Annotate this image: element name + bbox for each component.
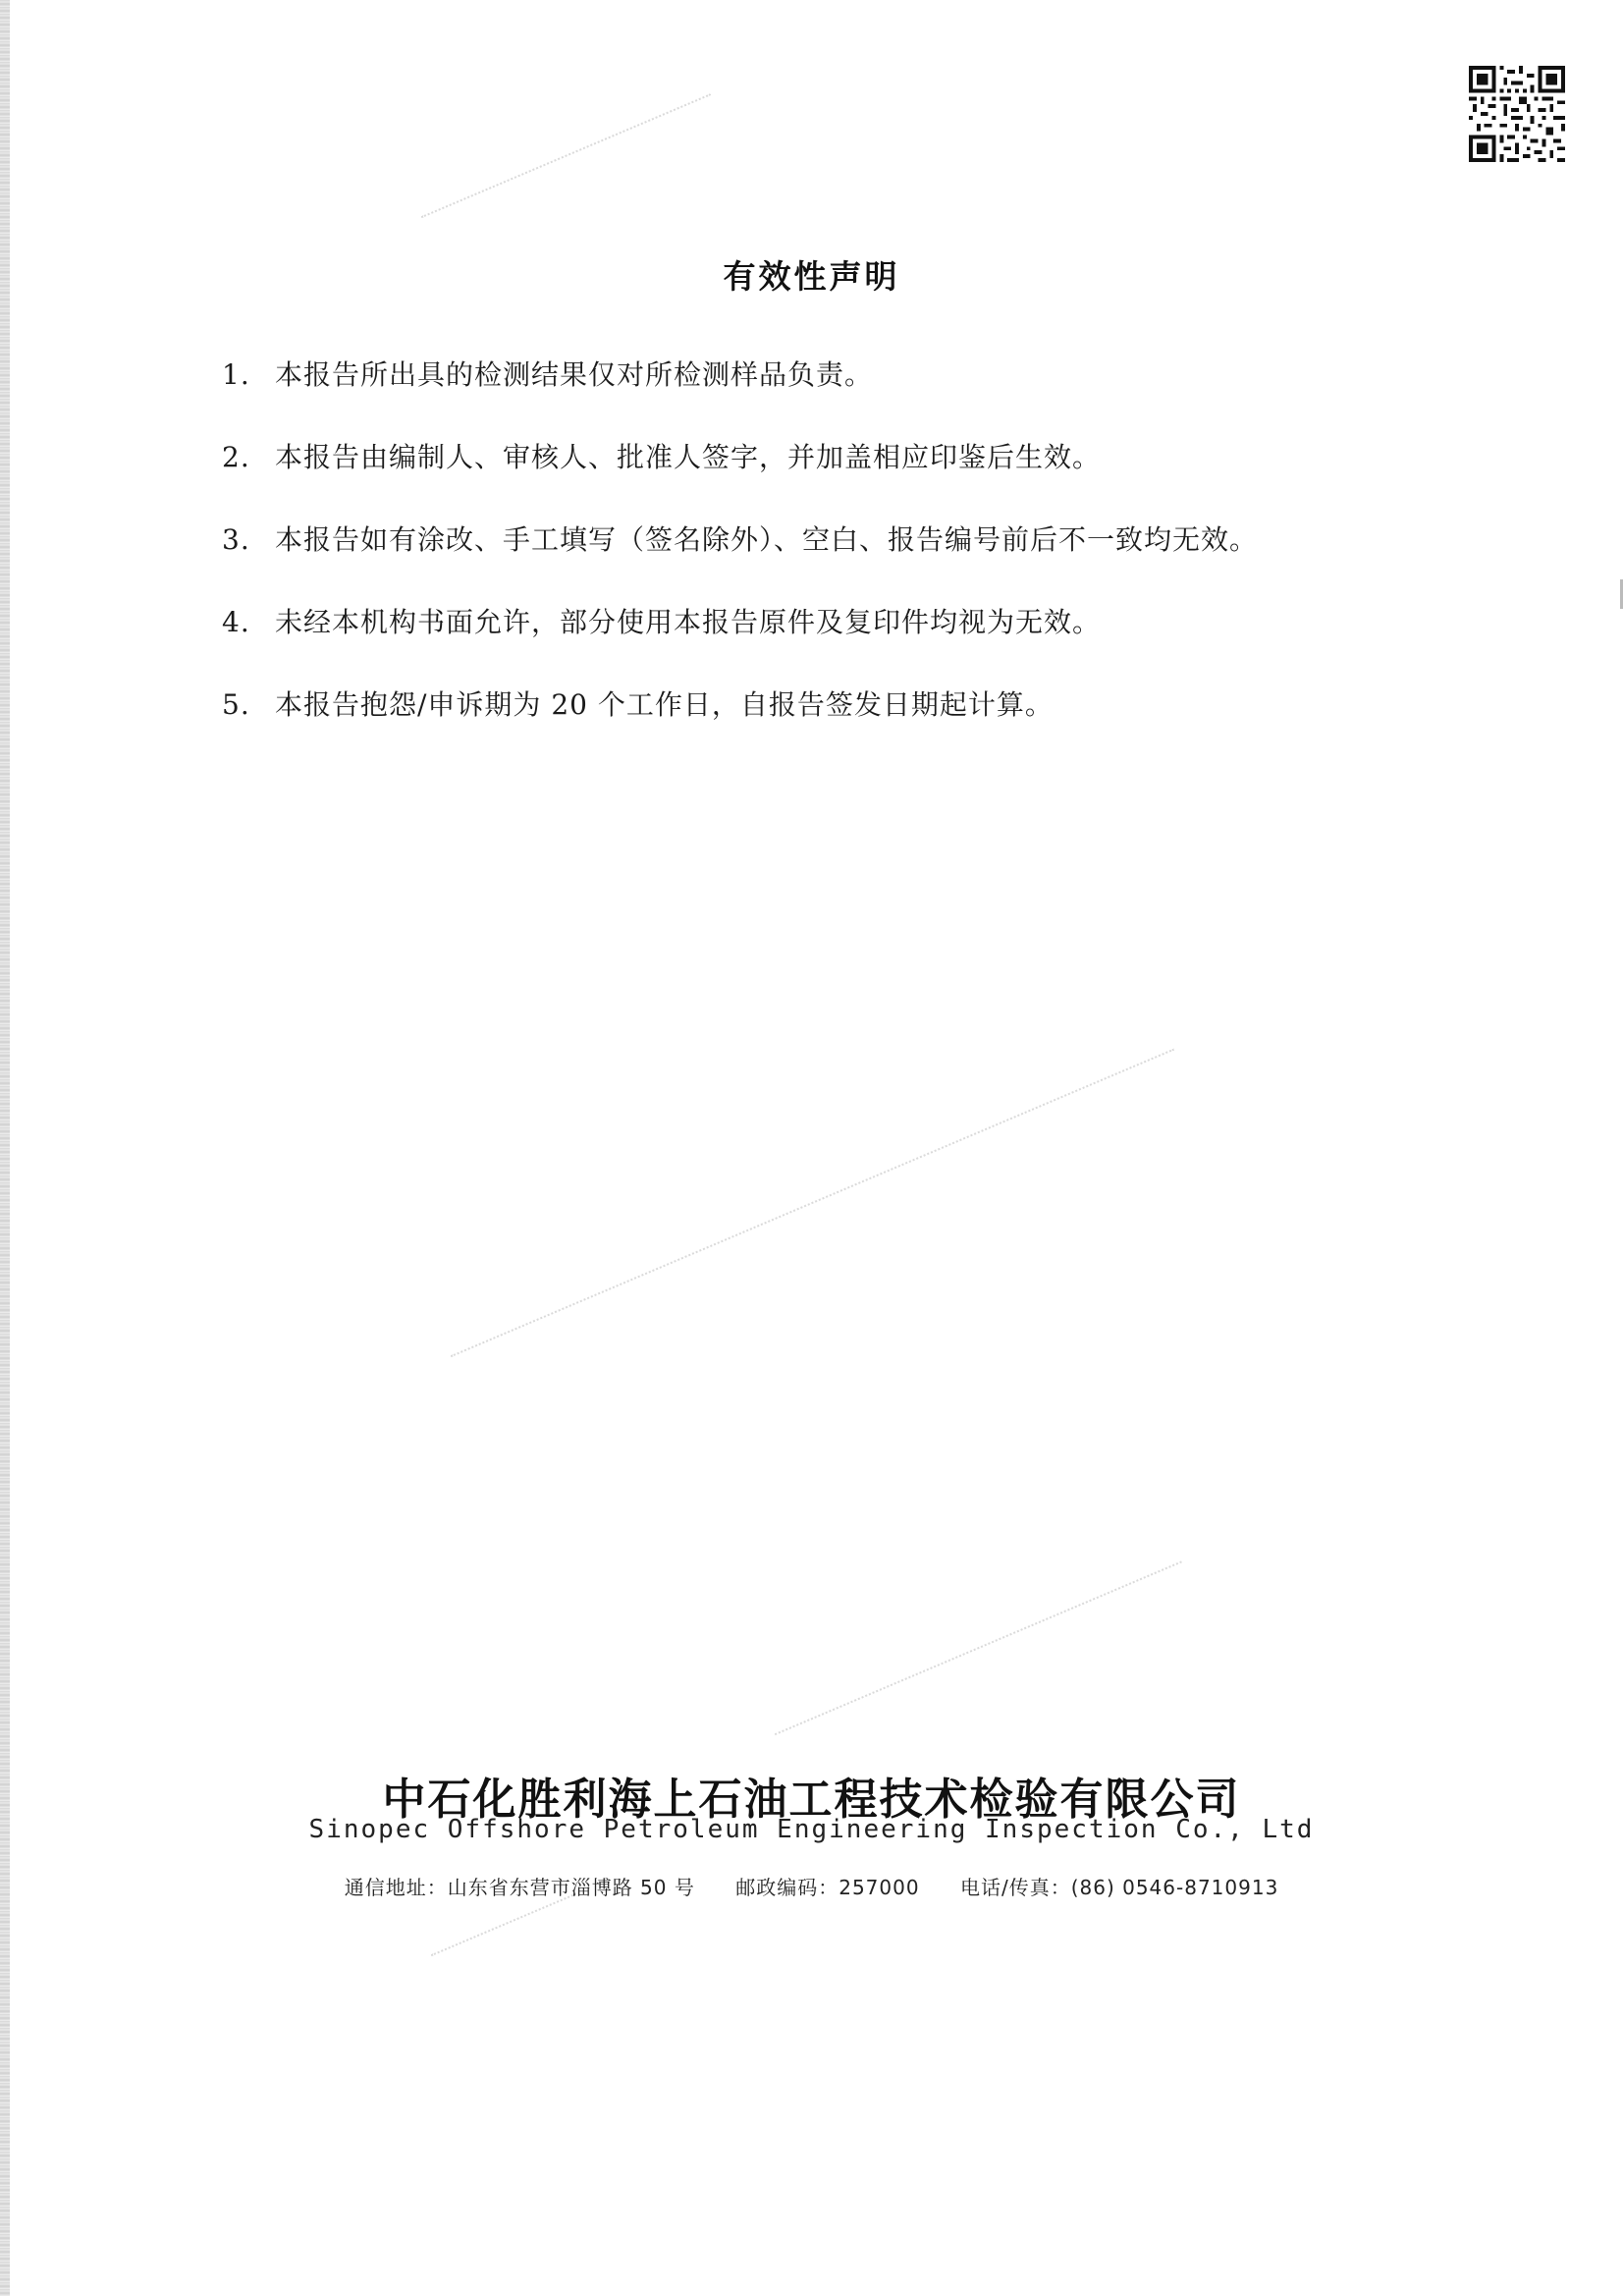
watermark-stroke	[431, 1893, 578, 1960]
statement-text: 本报告如有涂改、手工填写（签名除外）、空白、报告编号前后不一致均无效。	[275, 523, 1259, 556]
statement-number: 3.	[222, 523, 250, 556]
statement-number: 1.	[222, 358, 250, 391]
watermark-stroke	[775, 1560, 1184, 1738]
qr-code-icon	[1469, 66, 1565, 162]
statement-item	[222, 601, 1459, 683]
statement-number: 2.	[222, 441, 250, 473]
company-name-chinese: 中石化胜利海上石油工程技术检验有限公司	[382, 1775, 1241, 1825]
statement-text: 本报告所出具的检测结果仅对所检测样品负责。	[275, 358, 874, 391]
company-name-english: Sinopec Offshore Petroleum Engineering Inspection Co., Ltd	[308, 1815, 1315, 1844]
phone-fax: 电话/传真：(86) 0546-8710913	[959, 1876, 1279, 1899]
statement-item	[222, 519, 1459, 601]
statement-text: 本报告由编制人、审核人、批准人签字，并加盖相应印鉴后生效。	[275, 441, 1102, 473]
statement-item	[222, 436, 1459, 519]
postcode: 邮政编码：257000	[735, 1876, 920, 1899]
scan-edge	[0, 0, 10, 2296]
watermark-stroke	[421, 93, 713, 222]
statement-text: 未经本机构书面允许，部分使用本报告原件及复印件均视为无效。	[275, 606, 1102, 638]
watermark-stroke	[451, 1049, 1176, 1361]
page-title: 有效性声明	[723, 257, 900, 296]
statement-number: 4.	[222, 606, 250, 638]
validity-statement-list	[222, 354, 1459, 766]
statement-item	[222, 354, 1459, 436]
contact-info	[0, 1872, 1623, 1900]
statement-text: 本报告抱怨/申诉期为 20 个工作日，自报告签发日期起计算。	[275, 688, 1054, 721]
statement-item	[222, 683, 1459, 766]
mailing-address: 通信地址：山东省东营市淄博路 50 号	[344, 1876, 695, 1899]
statement-number: 5.	[222, 688, 250, 721]
